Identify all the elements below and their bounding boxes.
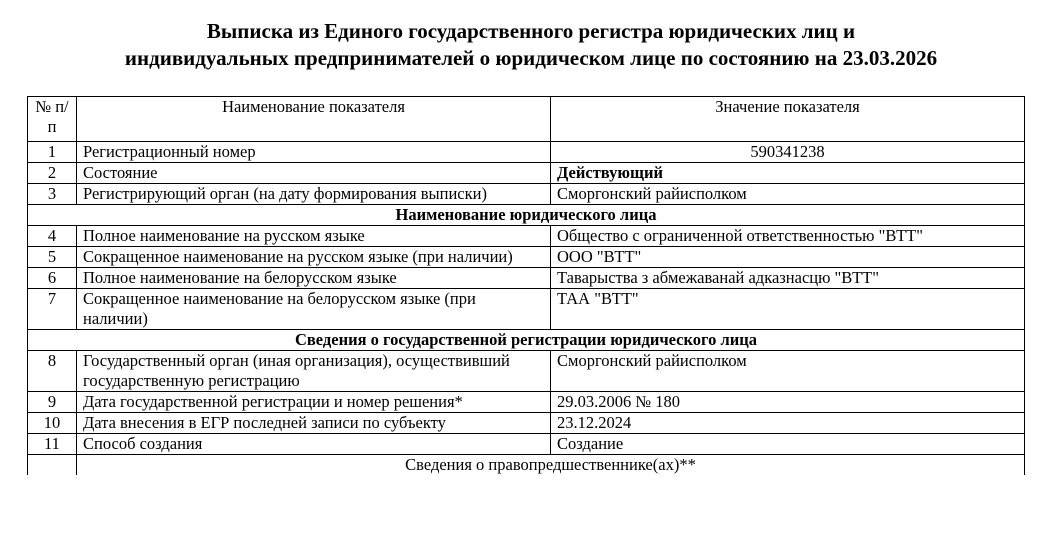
row-num: 1	[28, 142, 77, 163]
table-row	[28, 392, 1025, 413]
row-indicator: Регистрирующий орган (на дату формирования выписки)	[77, 184, 551, 205]
row-num: 11	[28, 434, 77, 455]
row-indicator: Состояние	[77, 163, 551, 184]
row-value: 29.03.2006 № 180	[551, 392, 1025, 413]
row-value: Таварыства з абмежаванай адказнасцю "ВТТ"	[551, 268, 1025, 289]
row-value: Сморгонский райисполком	[551, 351, 1025, 392]
document-title	[0, 18, 1062, 72]
row-num: 8	[28, 351, 77, 392]
section-name-heading: Наименование юридического лица	[28, 205, 1025, 226]
row-indicator: Полное наименование на белорусском языке	[77, 268, 551, 289]
table-row	[28, 351, 1025, 392]
table-row	[28, 142, 1025, 163]
row-indicator: Сокращенное наименование на русском языке (при наличии)	[77, 247, 551, 268]
section-registration-heading: Сведения о государственной регистрации юридического лица	[28, 330, 1025, 351]
row-indicator: Полное наименование на русском языке	[77, 226, 551, 247]
section-row	[28, 205, 1025, 226]
section-predecessors-num	[28, 455, 77, 476]
extract-table	[27, 96, 1025, 475]
row-value: 590341238	[551, 142, 1025, 163]
table-row	[28, 268, 1025, 289]
row-value: Общество с ограниченной ответственностью "ВТТ"	[551, 226, 1025, 247]
table-header-row	[28, 97, 1025, 142]
table-row	[28, 226, 1025, 247]
document-title-line-1: Выписка из Единого государственного регистра юридических лиц и	[206, 19, 856, 43]
row-num: 6	[28, 268, 77, 289]
row-num: 3	[28, 184, 77, 205]
document-title-line-2: индивидуальных предпринимателей о юридическом лице по состоянию на 23.03.2026	[124, 46, 938, 70]
header-value: Значение показателя	[551, 97, 1025, 142]
row-indicator: Дата внесения в ЕГР последней записи по субъекту	[77, 413, 551, 434]
section-row	[28, 330, 1025, 351]
row-num: 9	[28, 392, 77, 413]
row-value: Создание	[551, 434, 1025, 455]
table-row	[28, 434, 1025, 455]
section-row	[28, 455, 1025, 476]
section-predecessors-heading: Сведения о правопредшественнике(ах)**	[77, 455, 1025, 476]
header-num: № п/п	[28, 97, 77, 142]
row-num: 7	[28, 289, 77, 330]
row-num: 4	[28, 226, 77, 247]
row-value: ТАА "ВТТ"	[551, 289, 1025, 330]
row-num: 10	[28, 413, 77, 434]
row-value: Сморгонский райисполком	[551, 184, 1025, 205]
table-row	[28, 184, 1025, 205]
row-value: Действующий	[551, 163, 1025, 184]
header-indicator: Наименование показателя	[77, 97, 551, 142]
row-value: 23.12.2024	[551, 413, 1025, 434]
row-num: 5	[28, 247, 77, 268]
row-indicator: Способ создания	[77, 434, 551, 455]
table-row	[28, 413, 1025, 434]
row-num: 2	[28, 163, 77, 184]
row-indicator: Сокращенное наименование на белорусском языке (при наличии)	[77, 289, 551, 330]
table-row	[28, 163, 1025, 184]
row-value: ООО "ВТТ"	[551, 247, 1025, 268]
row-indicator: Регистрационный номер	[77, 142, 551, 163]
table-row	[28, 247, 1025, 268]
row-indicator: Государственный орган (иная организация), осуществивший государственную регистрацию	[77, 351, 551, 392]
row-indicator: Дата государственной регистрации и номер решения*	[77, 392, 551, 413]
table-row	[28, 289, 1025, 330]
